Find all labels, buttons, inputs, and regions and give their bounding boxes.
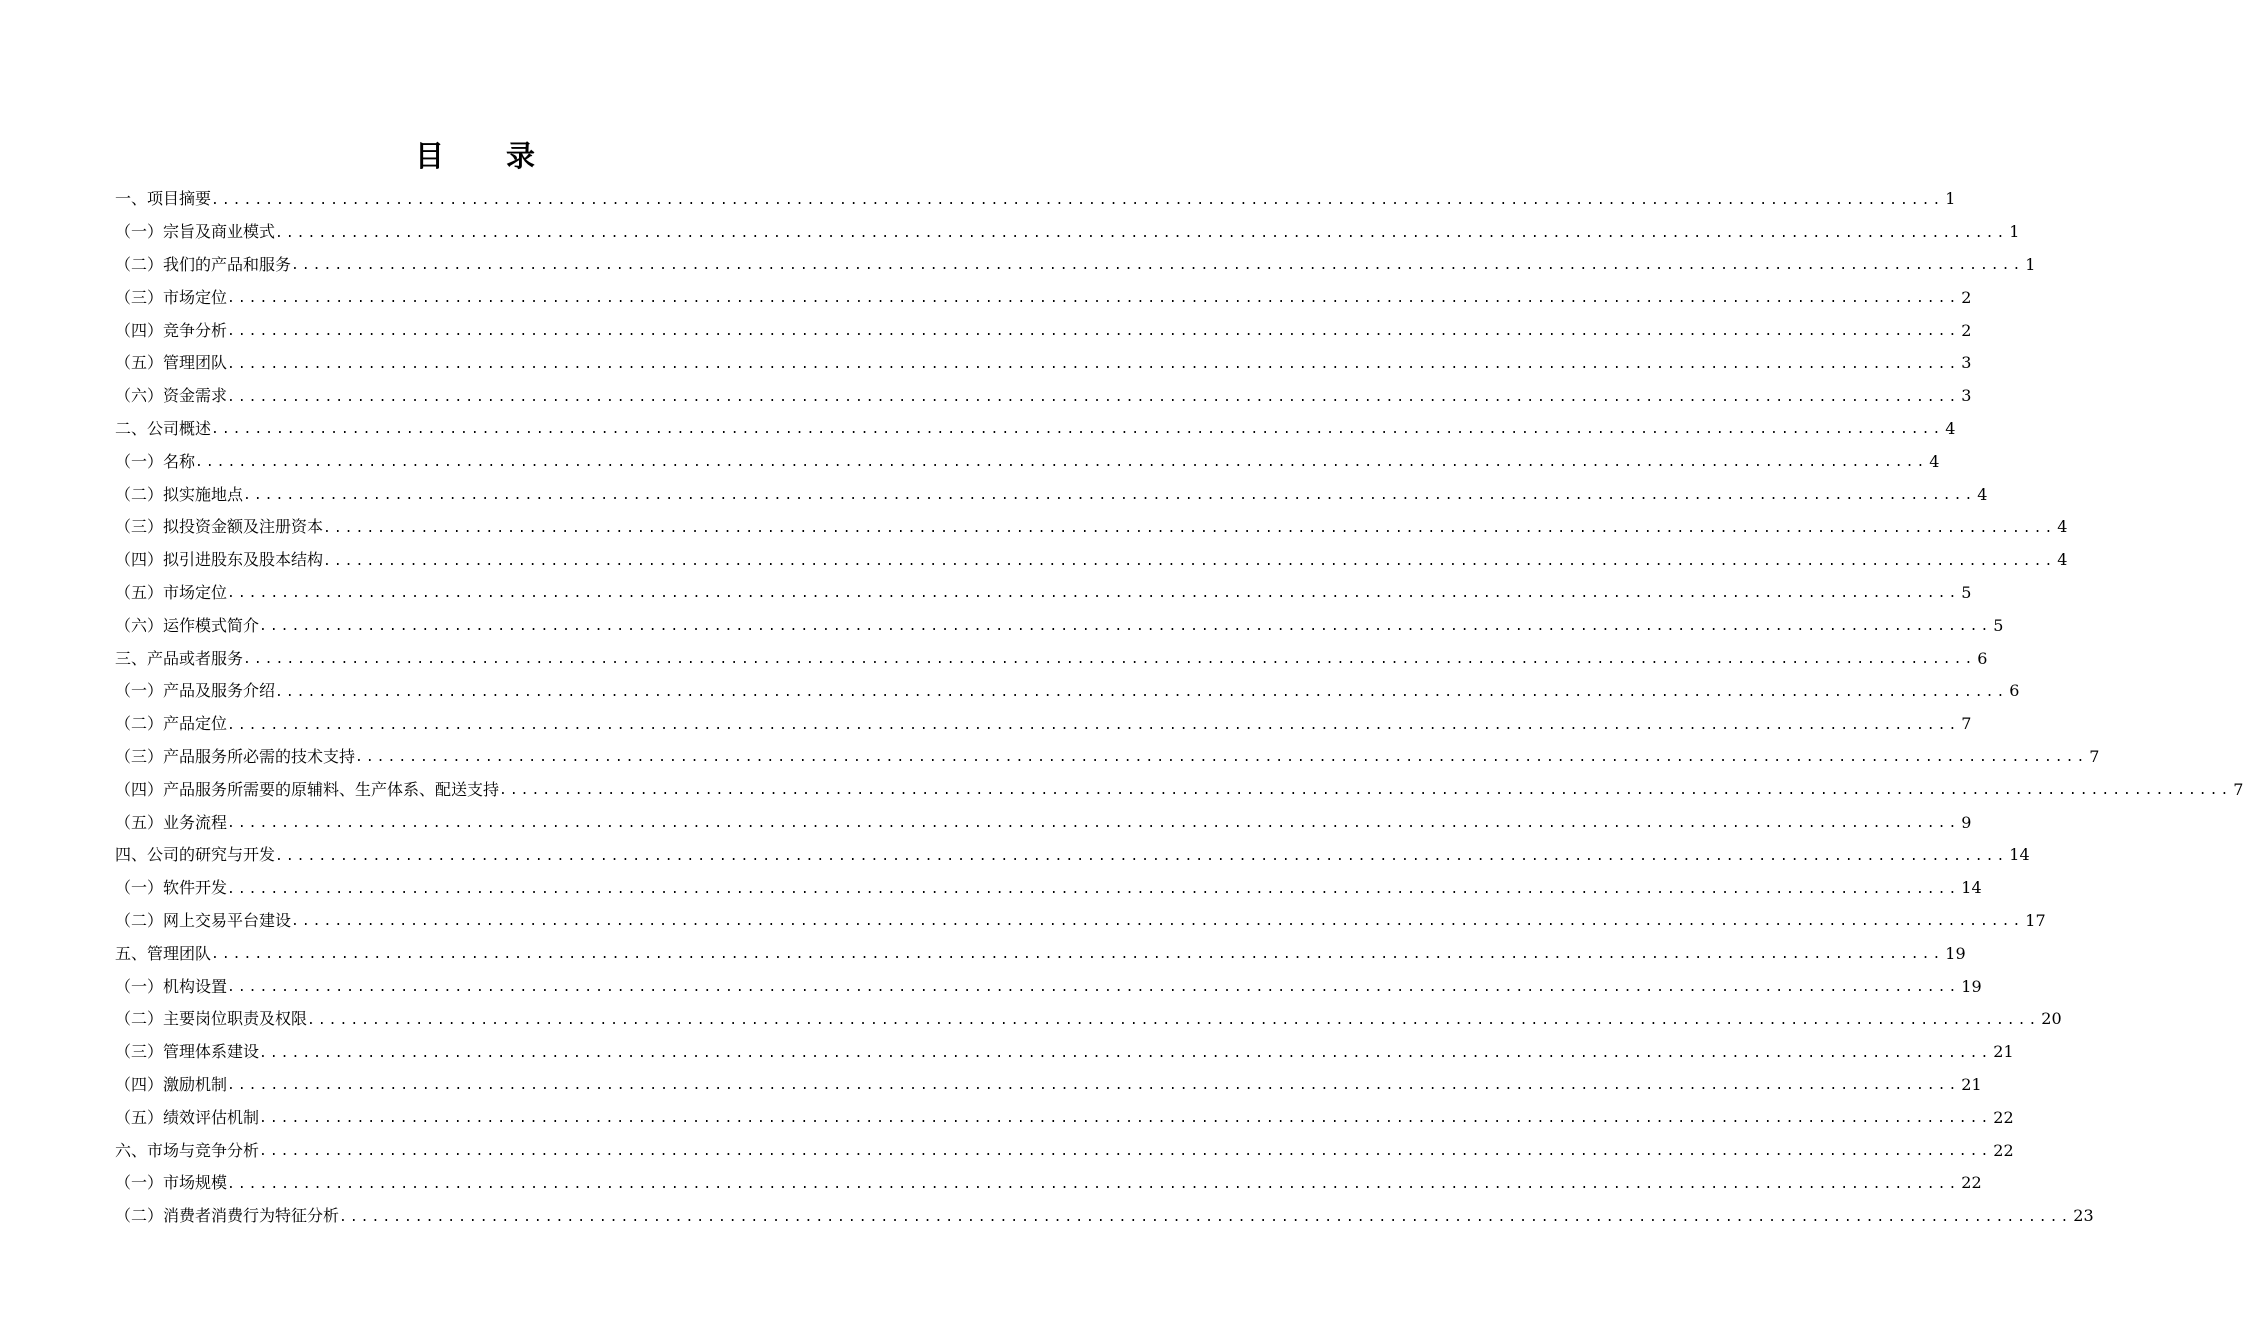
toc-entry[interactable] — [115, 347, 1972, 380]
toc-entry-label: 四、公司的研究与开发 — [115, 845, 276, 865]
toc-dot-leader: ................................................................................................................................................................ — [227, 816, 1960, 832]
toc-entry[interactable] — [115, 773, 2243, 806]
toc-entry-label: （四）拟引进股东及股本结构 — [115, 550, 324, 570]
toc-entry-page: 4 — [1929, 451, 1940, 471]
toc-entry-label: （二）消费者消费行为特征分析 — [115, 1206, 340, 1226]
toc-dot-leader: ................................................................................................................................................................ — [227, 1078, 1960, 1094]
toc-dot-leader: ................................................................................................................................................................ — [275, 684, 2008, 700]
toc-dot-leader: ................................................................................................................................................................ — [195, 455, 1928, 471]
toc-entry[interactable] — [115, 872, 1982, 905]
toc-entry-label: （四）激励机制 — [115, 1074, 228, 1094]
toc-entry-page: 20 — [2041, 1009, 2062, 1029]
toc-dot-leader: ................................................................................................................................................................ — [275, 848, 2008, 864]
toc-entry-label: （一）名称 — [115, 451, 196, 471]
toc-entry[interactable] — [115, 445, 1940, 478]
toc-dot-leader: ................................................................................................................................................................ — [259, 1144, 1992, 1159]
toc-dot-leader: ................................................................................................................................................................ — [259, 619, 1992, 635]
toc-dot-leader: ................................................................................................................................................................ — [227, 324, 1960, 340]
toc-entry-page: 14 — [1961, 878, 1982, 898]
toc-entry[interactable] — [115, 839, 2030, 872]
toc-dot-leader: ................................................................................................................................................................ — [211, 422, 1944, 438]
toc-entry-page: 5 — [1961, 582, 1972, 602]
toc-entry[interactable] — [115, 675, 2020, 708]
toc-entry-page: 17 — [2025, 910, 2046, 930]
toc-entry-page: 6 — [1977, 648, 1988, 668]
toc-entry-page: 4 — [1945, 418, 1956, 438]
toc-entry[interactable] — [115, 609, 2004, 642]
toc-entry-label: （五）市场定位 — [115, 582, 228, 602]
toc-dot-leader: ................................................................................................................................................................ — [227, 586, 1960, 602]
toc-entry-label: （二）我们的产品和服务 — [115, 254, 292, 274]
toc-list — [115, 183, 2243, 1233]
toc-entry-page: 19 — [1961, 976, 1982, 996]
toc-dot-leader: ................................................................................................................................................................ — [323, 553, 2056, 569]
toc-entry-page: 22 — [1993, 1107, 2014, 1127]
toc-entry-label: 一、项目摘要 — [115, 189, 212, 209]
toc-entry-page: 1 — [1945, 189, 1956, 209]
toc-entry-label: （六）运作模式简介 — [115, 615, 260, 635]
toc-dot-leader: ................................................................................................................................................................ — [227, 356, 1960, 372]
toc-entry-page: 1 — [2025, 254, 2036, 274]
toc-entry-label: （六）资金需求 — [115, 386, 228, 406]
toc-entry-page: 23 — [2073, 1206, 2094, 1226]
toc-entry[interactable] — [115, 642, 1988, 675]
toc-entry-page: 4 — [2057, 517, 2068, 537]
toc-entry[interactable] — [115, 380, 1972, 413]
toc-entry-page: 1 — [2009, 222, 2020, 242]
toc-entry-label: （一）市场规模 — [115, 1173, 228, 1193]
toc-dot-leader: ................................................................................................................................................................ — [227, 980, 1960, 996]
toc-dot-leader: ................................................................................................................................................................ — [499, 783, 2232, 799]
toc-entry-label: （四）产品服务所需要的原辅料、生产体系、配送支持 — [115, 779, 500, 799]
toc-entry-label: （二）拟实施地点 — [115, 484, 244, 504]
toc-entry-page: 4 — [1977, 484, 1988, 504]
toc-entry-page: 3 — [1961, 353, 1972, 373]
toc-entry[interactable] — [115, 1167, 1982, 1200]
toc-entry[interactable] — [115, 511, 2068, 544]
toc-entry-page: 6 — [2009, 681, 2020, 701]
toc-entry-label: 五、管理团队 — [115, 943, 212, 963]
toc-dot-leader: ................................................................................................................................................................ — [259, 1111, 1992, 1127]
toc-entry-page: 7 — [2089, 746, 2100, 766]
toc-entry[interactable] — [115, 905, 2046, 938]
toc-entry[interactable] — [115, 249, 2036, 282]
toc-entry-label: （五）绩效评估机制 — [115, 1107, 260, 1127]
toc-entry-label: （五）管理团队 — [115, 353, 228, 373]
toc-entry-page: 4 — [2057, 550, 2068, 570]
toc-entry-label: 二、公司概述 — [115, 418, 212, 438]
toc-dot-leader: ................................................................................................................................................................ — [323, 520, 2056, 536]
toc-entry[interactable] — [115, 314, 1972, 347]
toc-entry-label: （五）业务流程 — [115, 812, 228, 832]
toc-entry-label: （四）竞争分析 — [115, 320, 228, 340]
toc-entry-label: （三）拟投资金额及注册资本 — [115, 517, 324, 537]
toc-entry-label: （一）产品及服务介绍 — [115, 681, 276, 701]
toc-dot-leader: ................................................................................................................................................................ — [227, 389, 1960, 405]
toc-entry[interactable] — [115, 478, 1988, 511]
toc-dot-leader: ................................................................................................................................................................ — [259, 1045, 1992, 1061]
toc-entry-page: 5 — [1993, 615, 2004, 635]
toc-dot-leader: ................................................................................................................................................................ — [227, 291, 1960, 307]
toc-entry-label: （二）产品定位 — [115, 714, 228, 734]
toc-entry-label: （一）机构设置 — [115, 976, 228, 996]
toc-entry[interactable] — [115, 281, 1972, 314]
toc-dot-leader: ................................................................................................................................................................ — [291, 914, 2024, 930]
toc-entry[interactable] — [115, 806, 1972, 839]
toc-entry-page: 14 — [2009, 845, 2030, 865]
toc-dot-leader: ................................................................................................................................................................ — [227, 1176, 1960, 1192]
toc-dot-leader: ................................................................................................................................................................ — [243, 488, 1976, 504]
toc-entry-label: （一）软件开发 — [115, 878, 228, 898]
toc-entry-page: 21 — [1961, 1074, 1982, 1094]
toc-dot-leader: ................................................................................................................................................................ — [211, 192, 1944, 208]
toc-entry[interactable] — [115, 1069, 1982, 1102]
toc-entry-page: 2 — [1961, 287, 1972, 307]
toc-dot-leader: ................................................................................................................................................................ — [211, 947, 1944, 963]
toc-entry-page: 22 — [1961, 1173, 1982, 1193]
toc-entry-label: （三）产品服务所必需的技术支持 — [115, 746, 356, 766]
toc-entry[interactable] — [115, 413, 1956, 446]
toc-dot-leader: ................................................................................................................................................................ — [243, 652, 1976, 668]
toc-entry-label: 三、产品或者服务 — [115, 648, 244, 668]
toc-entry[interactable] — [115, 741, 2100, 774]
toc-entry-label: （一）宗旨及商业模式 — [115, 222, 276, 242]
toc-entry[interactable] — [115, 544, 2068, 577]
toc-entry[interactable] — [115, 183, 1956, 216]
toc-dot-leader: ................................................................................................................................................................ — [355, 750, 2088, 766]
toc-entry-page: 2 — [1961, 320, 1972, 340]
toc-entry-page: 9 — [1961, 812, 1972, 832]
toc-entry[interactable] — [115, 1200, 2094, 1233]
toc-dot-leader: ................................................................................................................................................................ — [227, 717, 1960, 733]
toc-entry-label: （三）市场定位 — [115, 287, 228, 307]
toc-entry[interactable] — [115, 1036, 2014, 1069]
toc-entry-page: 3 — [1961, 386, 1972, 406]
toc-entry-page: 7 — [2233, 779, 2243, 799]
toc-entry[interactable] — [115, 1101, 2014, 1134]
toc-entry[interactable] — [115, 216, 2020, 249]
toc-entry[interactable] — [115, 577, 1972, 610]
toc-entry-page: 19 — [1945, 943, 1966, 963]
toc-entry-page: 21 — [1993, 1042, 2014, 1062]
toc-entry[interactable] — [115, 708, 1972, 741]
toc-dot-leader: ................................................................................................................................................................ — [307, 1012, 2040, 1028]
toc-dot-leader: ................................................................................................................................................................ — [275, 225, 2008, 241]
toc-dot-leader: ................................................................................................................................................................ — [339, 1209, 2072, 1225]
toc-entry[interactable] — [115, 1003, 2062, 1036]
toc-entry[interactable] — [115, 937, 1966, 970]
toc-entry-label: （二）网上交易平台建设 — [115, 910, 292, 930]
toc-entry-page: 7 — [1961, 714, 1972, 734]
toc-entry-page: 22 — [1993, 1140, 2014, 1160]
page-title: 目 录 — [414, 139, 562, 173]
toc-entry-label: 六、市场与竞争分析 — [115, 1140, 260, 1160]
toc-dot-leader: ................................................................................................................................................................ — [227, 881, 1960, 897]
toc-dot-leader: ................................................................................................................................................................ — [291, 258, 2024, 274]
toc-entry-label: （三）管理体系建设 — [115, 1042, 260, 1062]
toc-entry[interactable] — [115, 1134, 2014, 1167]
toc-entry[interactable] — [115, 970, 1982, 1003]
toc-entry-label: （二）主要岗位职责及权限 — [115, 1009, 308, 1029]
